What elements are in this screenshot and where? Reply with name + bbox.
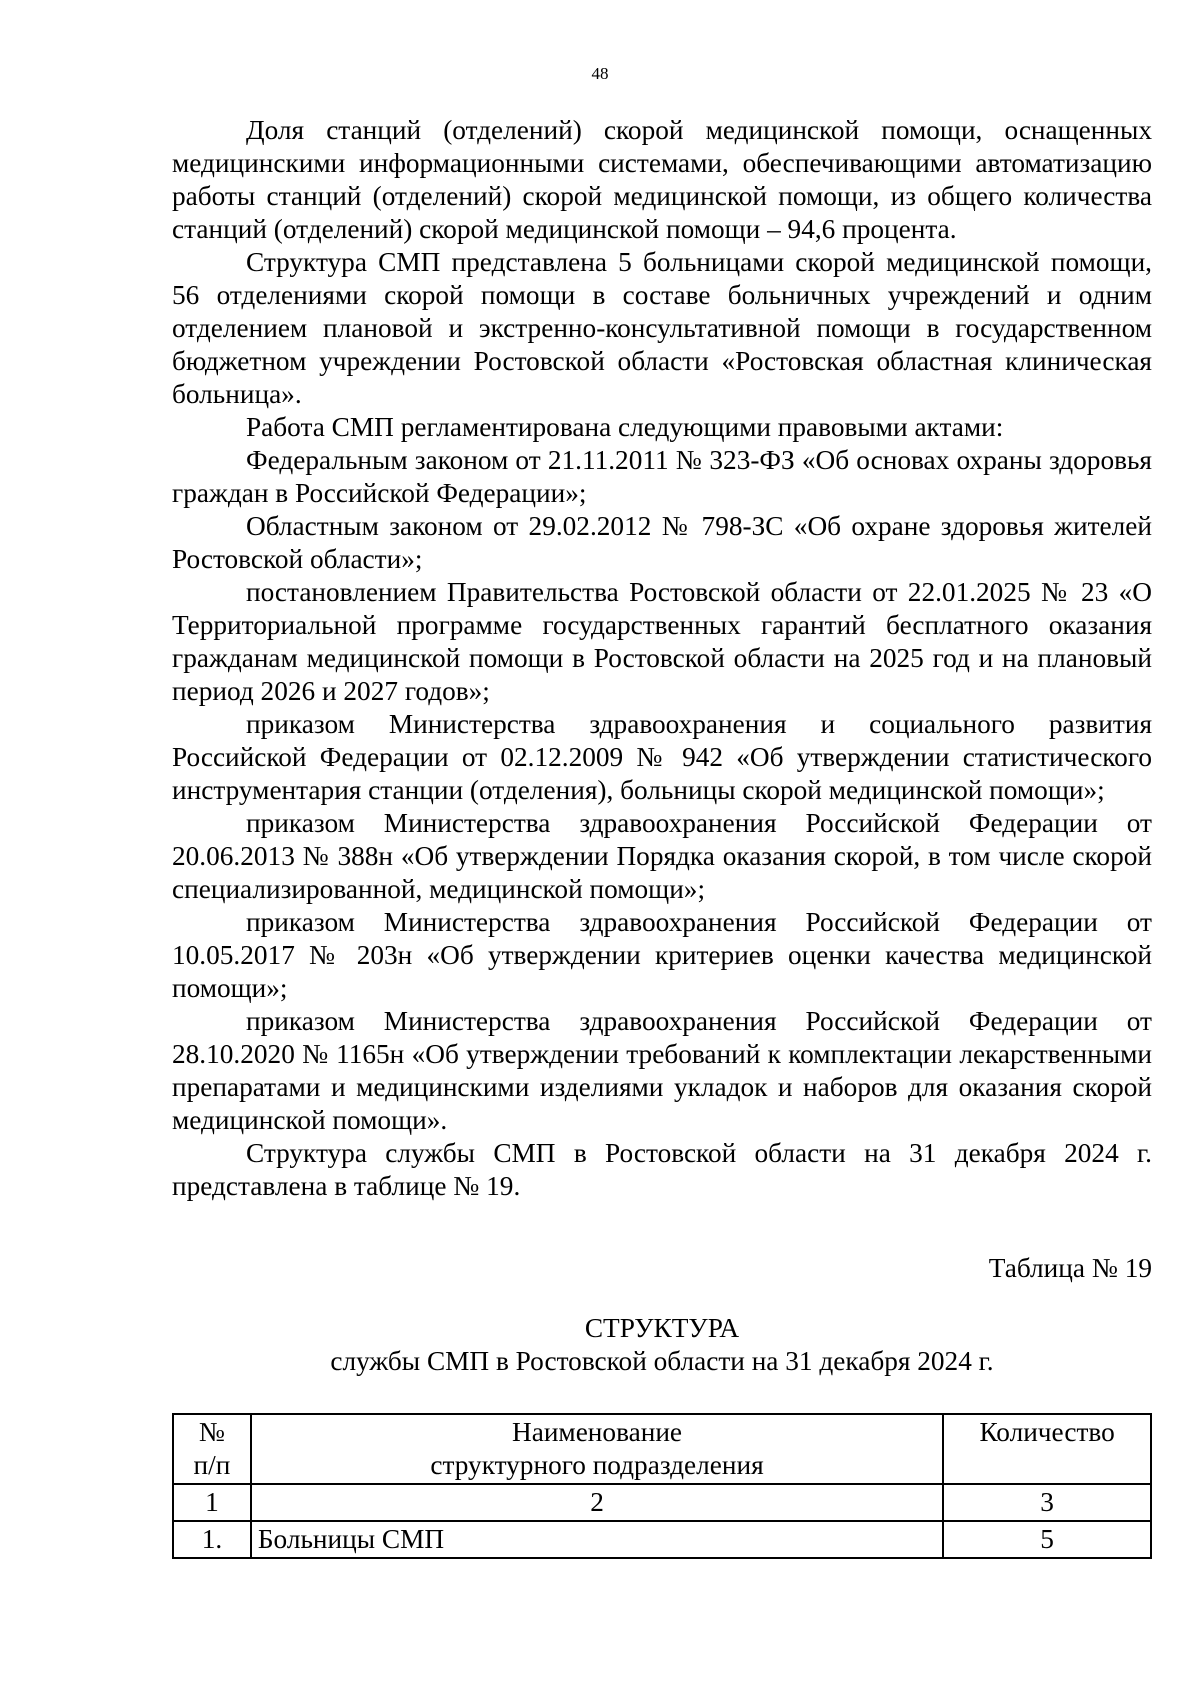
paragraph-order-1165n: приказом Министерства здравоохранения Российской Федерации от 28.10.2020 № 1165н «Об утверждении требований к комплектации лекарственными препаратами и медицинскими изделиями укладок и наборов для оказания скорой медицинской помощи». — [172, 1006, 1152, 1135]
header-number-symbol: № — [198, 1417, 225, 1447]
header-number — [173, 1414, 251, 1484]
row-number: 1. — [173, 1521, 251, 1558]
paragraph-smp-structure: Структура СМП представлена 5 больницами скорой медицинской помощи, 56 отделениями скорой помощи в составе больничных учреждений и одним отделением плановой и экстренно-консультативной помощи в государственном бюджетном учреждении Ростовской области «Ростовская областная клиническая больница». — [172, 247, 1152, 409]
paragraph-table-reference: Структура службы СМП в Ростовской области на 31 декабря 2024 г. представлена в таблице № 19. — [172, 1138, 1152, 1201]
structure-table — [172, 1413, 1152, 1559]
paragraph-order-203n: приказом Министерства здравоохранения Российской Федерации от 10.05.2017 № 203н «Об утверждении критериев оценки качества медицинской помощи»; — [172, 907, 1152, 1003]
index-cell: 2 — [251, 1484, 943, 1521]
header-count: Количество — [943, 1414, 1151, 1484]
table-row — [173, 1521, 1151, 1558]
header-name — [251, 1414, 943, 1484]
paragraph-order-388n: приказом Министерства здравоохранения Российской Федерации от 20.06.2013 № 388н «Об утверждении Порядка оказания скорой, в том числе скорой специализированной, медицинской помощи»; — [172, 808, 1152, 904]
table-title-main: СТРУКТУРА — [584, 1313, 740, 1343]
paragraph-government-resolution: постановлением Правительства Ростовской области от 22.01.2025 № 23 «О Территориальной программе государственных гарантий бесплатного оказания гражданам медицинской помощи в Ростовской области на 2025 год и на плановый период 2026 и 2027 годов»; — [172, 577, 1152, 706]
page-number: 48 — [591, 64, 609, 83]
index-cell: 3 — [943, 1484, 1151, 1521]
header-name-line2: структурного подразделения — [430, 1450, 764, 1480]
paragraph-order-942: приказом Министерства здравоохранения и социального развития Российской Федерации от 02.12.2009 № 942 «Об утверждении статистического инструментария станции (отделения), больницы скорой медицинской помощи»; — [172, 709, 1152, 805]
paragraph-regional-law: Областным законом от 29.02.2012 № 798-ЗС «Об охране здоровья жителей Ростовской области»; — [172, 511, 1152, 574]
paragraph-equipment-share: Доля станций (отделений) скорой медицинской помощи, оснащенных медицинскими информационными системами, обеспечивающими автоматизацию работы станций (отделений) скорой медицинской помощи, из общего количества станций (отделений) скорой медицинской помощи – 94,6 процента. — [172, 115, 1152, 244]
row-name: Больницы СМП — [251, 1521, 943, 1558]
header-name-line1: Наименование — [511, 1417, 683, 1447]
body-text — [172, 114, 1152, 1203]
table-title-subtitle: службы СМП в Ростовской области на 31 декабря 2024 г. — [330, 1346, 994, 1376]
row-count: 5 — [943, 1521, 1151, 1558]
index-cell: 1 — [173, 1484, 251, 1521]
header-number-abbrev: п/п — [193, 1450, 231, 1480]
table-caption: Таблица № 19 — [988, 1253, 1152, 1283]
table-header-row — [173, 1414, 1151, 1484]
paragraph-legal-acts-intro: Работа СМП регламентирована следующими правовыми актами: — [246, 412, 1004, 442]
paragraph-federal-law: Федеральным законом от 21.11.2011 № 323-ФЗ «Об основах охраны здоровья граждан в Российской Федерации»; — [172, 445, 1152, 508]
table-title — [172, 1312, 1152, 1378]
table-index-row — [173, 1484, 1151, 1521]
